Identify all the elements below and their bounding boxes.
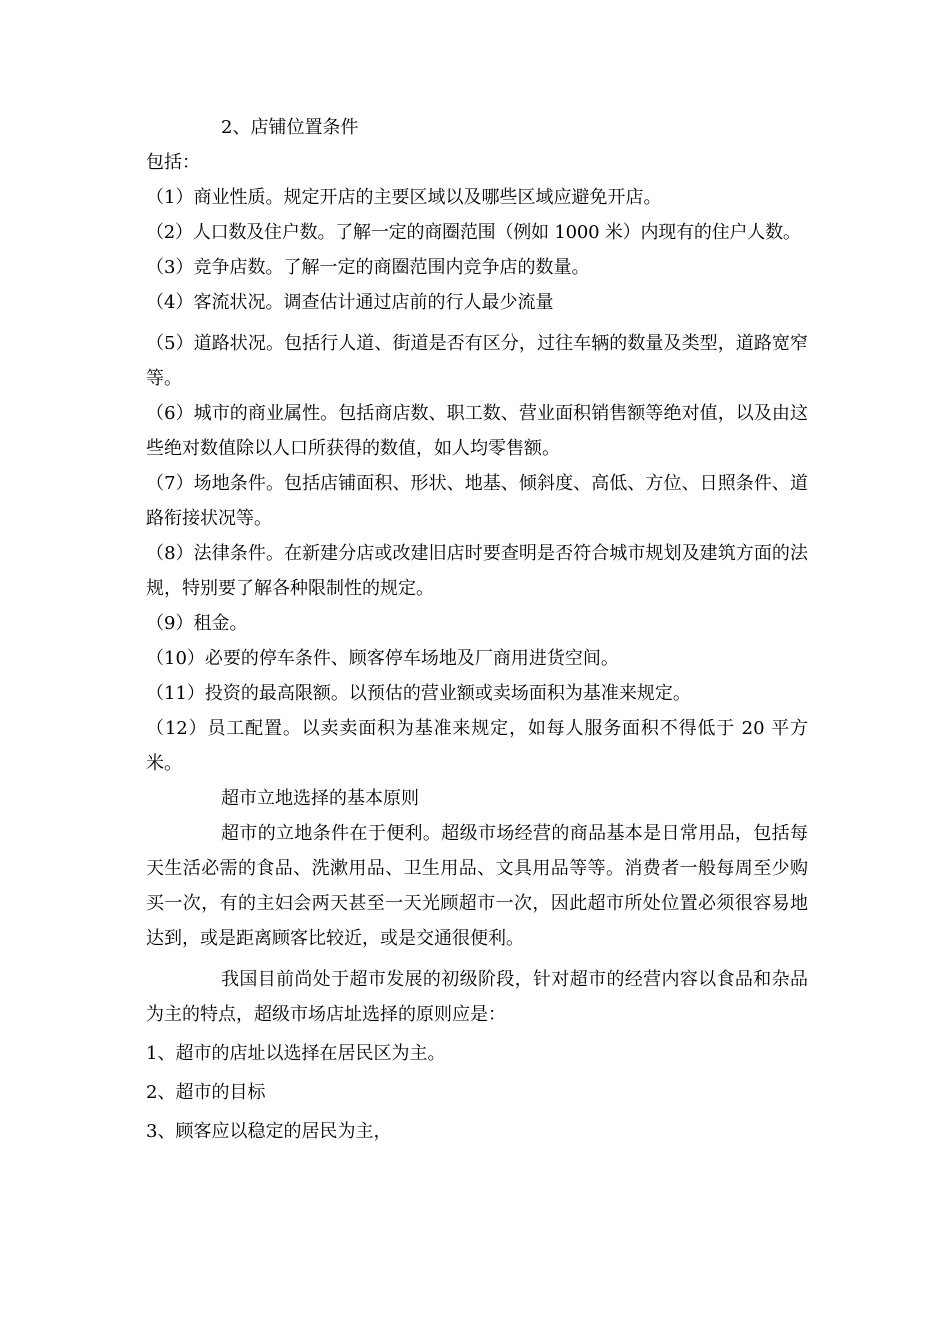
body-paragraph-1: 超市的立地条件在于便利。超级市场经营的商品基本是日常用品，包括每天生活必需的食品、洗漱用品、卫生用品、文具用品等等。消费者一般每周至少购买一次，有的主妇会两天甚至一天光顾超市一次，因此超市所处位置必须很容易地达到，或是距离顾客比较近，或是交通很便利。	[146, 823, 808, 949]
section-title: 2、店铺位置条件	[221, 117, 359, 138]
condition-item: （11）投资的最高限额。以预估的营业额或卖场面积为基准来规定。	[146, 683, 691, 704]
principles-title: 超市立地选择的基本原则	[221, 788, 419, 809]
condition-item: （6）城市的商业属性。包括商店数、职工数、营业面积销售额等绝对值，以及由这些绝对数值除以人口所获得的数值，如人均零售额。	[146, 403, 808, 459]
body-paragraph-2: 我国目前尚处于超市发展的初级阶段，针对超市的经营内容以食品和杂品为主的特点，超级市场店址选择的原则应是：	[146, 969, 808, 1025]
condition-item: （10）必要的停车条件、顾客停车场地及厂商用进货空间。	[146, 648, 619, 669]
principle-item: 3、顾客应以稳定的居民为主，	[146, 1121, 392, 1142]
conditions-list	[146, 186, 808, 781]
condition-item: （5）道路状况。包括行人道、街道是否有区分，过往车辆的数量及类型，道路宽窄等。	[146, 333, 808, 389]
principle-item: 2、超市的目标	[146, 1082, 266, 1103]
principles-list	[146, 1036, 808, 1149]
intro-label: 包括：	[146, 152, 200, 173]
condition-item: （9）租金。	[146, 613, 248, 634]
condition-item: （2）人口数及住户数。了解一定的商圈范围（例如 1000 米）内现有的住户人数。	[146, 222, 801, 243]
document-body	[146, 116, 808, 1149]
principle-item: 1、超市的店址以选择在居民区为主。	[146, 1043, 446, 1064]
condition-item: （8）法律条件。在新建分店或改建旧店时要查明是否符合城市规划及建筑方面的法规，特别要了解各种限制性的规定。	[146, 543, 808, 599]
condition-item: （1）商业性质。规定开店的主要区域以及哪些区域应避免开店。	[146, 187, 662, 208]
condition-item: （3）竞争店数。了解一定的商圈范围内竞争店的数量。	[146, 257, 590, 278]
condition-item: （4）客流状况。调查估计通过店前的行人最少流量	[146, 292, 554, 313]
condition-item: （7）场地条件。包括店铺面积、形状、地基、倾斜度、高低、方位、日照条件、道路衔接状况等。	[146, 473, 808, 529]
condition-item: （12）员工配置。以卖卖面积为基准来规定，如每人服务面积不得低于 20 平方米。	[146, 718, 808, 774]
